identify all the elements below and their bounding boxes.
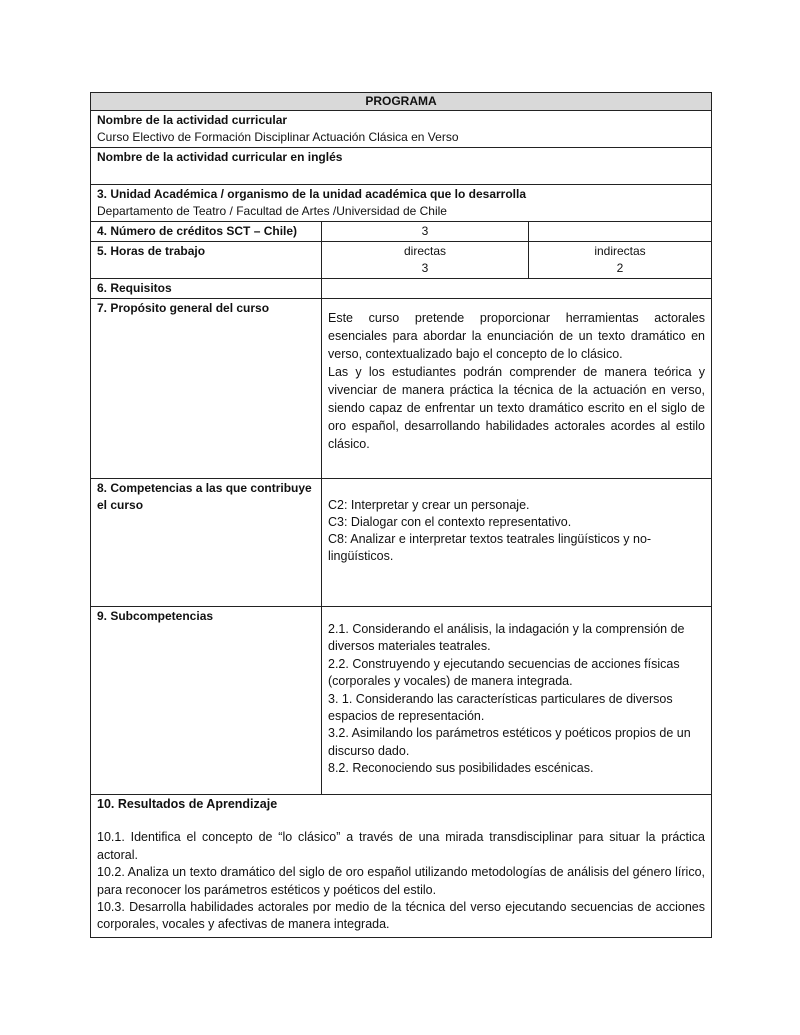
subcompetencia-item: 8.2. Reconociendo sus posibilidades escénicas. [328, 761, 594, 776]
competencias-label: 8. Competencias a las que contribuye el curso [97, 481, 312, 512]
nombre-cell [91, 111, 712, 148]
subcompetencia-item: 3.2. Asimilando los parámetros estéticos y poéticos propios de un discurso dado. [328, 726, 691, 758]
unidad-label: 3. Unidad Académica / organismo de la unidad académica que lo desarrolla [97, 187, 527, 201]
programa-table [90, 92, 712, 938]
resultado-item: 10.2. Analiza un texto dramático del siglo de oro español utilizando metodologías de análisis del género lírico, para reconocer los parámetros estéticos y poéticos del estilo. [97, 865, 706, 897]
proposito-label: 7. Propósito general del curso [97, 301, 270, 315]
requisitos-value [322, 279, 712, 299]
proposito-cell [322, 299, 712, 479]
spacer [97, 813, 705, 829]
table-title: PROGRAMA [91, 93, 712, 111]
resultados-cell [91, 795, 712, 938]
subcompetencias-label-cell [91, 607, 322, 795]
unidad-cell [91, 185, 712, 222]
creditos-value: 3 [322, 222, 529, 242]
resultado-item: 10.3. Desarrolla habilidades actorales por medio de la técnica del verso ejecutando secuencias de acciones corporales, vocales y afectivas de manera integrada. [97, 900, 706, 932]
subcompetencia-item: 2.1. Considerando el análisis, la indagación y la comprensión de diversos materiales teatrales. [328, 622, 685, 654]
subcompetencia-item: 3. 1. Considerando las características particulares de diversos espacios de representación. [328, 691, 673, 724]
subcompetencias-cell [322, 607, 712, 795]
horas-directas-label: directas [403, 244, 447, 258]
creditos-empty-cell [529, 222, 712, 242]
proposito-label-cell [91, 299, 322, 479]
nombre-ingles-label: Nombre de la actividad curricular en inglés [97, 150, 343, 164]
horas-directas-value: 3 [421, 261, 429, 275]
nombre-label: Nombre de la actividad curricular [97, 113, 288, 127]
horas-indirectas-label: indirectas [594, 244, 646, 258]
resultados-label: 10. Resultados de Aprendizaje [97, 797, 278, 811]
horas-indirectas-cell [529, 242, 712, 279]
horas-indirectas-value: 2 [616, 261, 624, 275]
subcompetencia-item: 2.2. Construyendo y ejecutando secuencias de acciones físicas (corporales y vocales) de manera integrada. [328, 656, 680, 689]
requisitos-label-cell [91, 279, 322, 299]
horas-label-cell [91, 242, 322, 279]
creditos-label: 4. Número de créditos SCT – Chile) [97, 224, 298, 238]
competencia-item: C2: Interpretar y crear un personaje. [328, 498, 530, 512]
subcompetencias-label: 9. Subcompetencias [97, 609, 214, 623]
competencia-item: C3: Dialogar con el contexto representativo. [328, 515, 572, 529]
competencia-item: C8: Analizar e interpretar textos teatrales lingüísticos y no-lingüísticos. [328, 532, 652, 563]
horas-label: 5. Horas de trabajo [97, 244, 206, 258]
proposito-paragraph: Este curso pretende proporcionar herramientas actorales esenciales para abordar la enunciación de un texto dramático en verso, contextualizado bajo el concepto de lo clásico. [328, 311, 706, 361]
proposito-paragraph: Las y los estudiantes podrán comprender de manera teórica y vivenciar de manera práctica la técnica de la actuación en verso, siendo capaz de enfrentar un texto dramático escrito en el siglo de oro español, desarrollando habilidades actorales acordes al estilo clásico. [328, 365, 706, 451]
unidad-value: Departamento de Teatro / Facultad de Artes /Universidad de Chile [97, 204, 447, 218]
competencias-label-cell [91, 479, 322, 607]
nombre-ingles-cell [91, 148, 712, 185]
horas-directas-cell [322, 242, 529, 279]
requisitos-label: 6. Requisitos [97, 281, 172, 295]
nombre-value: Curso Electivo de Formación Disciplinar Actuación Clásica en Verso [97, 130, 459, 144]
competencias-cell [322, 479, 712, 607]
creditos-label-cell [91, 222, 322, 242]
resultado-item: 10.1. Identifica el concepto de “lo clásico” a través de una mirada transdisciplinar para situar la práctica actoral. [97, 830, 706, 862]
